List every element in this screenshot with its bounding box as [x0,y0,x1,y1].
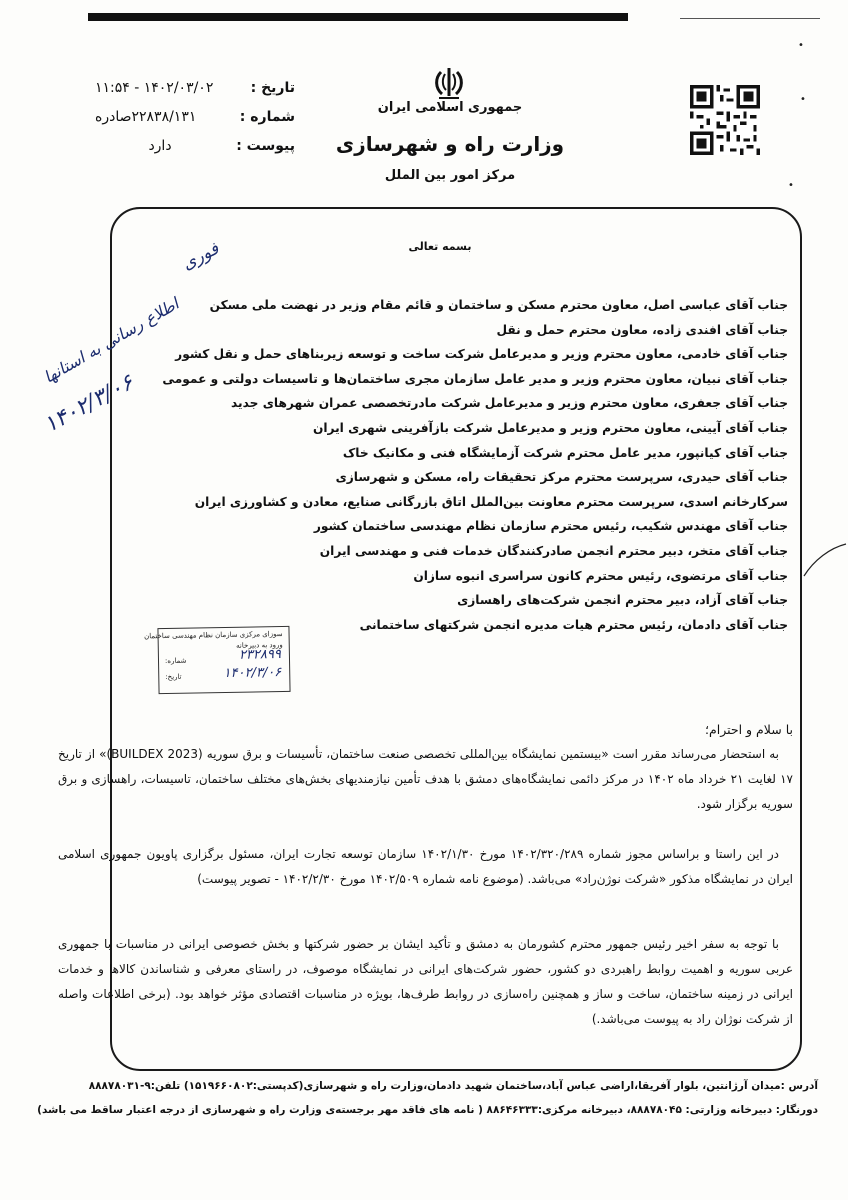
addressee-line: جناب آقای نبیان، معاون محترم وزیر و مدیر عامل سازمان مجری ساختمان‌ها و تاسیسات دولتی و عمومی [162,371,788,386]
date-label: تاریخ : [250,80,295,96]
body-paragraph-3: با توجه به سفر اخیر رئیس جمهور محترم کشورمان به دمشق و تأکید ایشان بر حضور شرکتها و بخش خصوصی ایرانی در مناسبات با جمهوری عربی سوریه و اهمیت روابط راهبردی دو کشور، حضور شرکت‌های ایرانی در نمایشگاه موصوف، در راستای معرفی و شناساندن کالاها و خدمات ایرانی در زمینه ساختمان، ساخت و ساز و همچنین راه‌سازی در روابط طرف‌ها، بویژه در مناسبات اقتصادی مؤثر خواهد بود. (برخی اطلاعات واصله از شرکت نوژان راد به پیوست می‌باشد.) [58,937,793,1026]
body-paragraph-2: در این راستا و براساس مجوز شماره ۱۴۰۲/۳۲۰/۲۸۹ مورخ ۱۴۰۲/۱/۳۰ سازمان توسعه تجارت ایران، مسئول برگزاری پاویون جمهوری اسلامی ایران در نمایشگاه مذکور «شرکت نوژن‌راد» می‌باشد. (موضوع نامه شماره ۱۴۰۲/۵۰۹ مورخ ۱۴۰۲/۲/۳۰ - تصویر پیوست) [58,847,793,886]
attachment-value: دارد [148,138,172,154]
handwriting-line3: ۱۴۰۲/۳/۰۶ [39,370,138,439]
top-scan-line [680,18,820,19]
body-paragraph-1: به استحضار می‌رساند مقرر است «بیستمین نمایشگاه بین‌المللی تخصصی صنعت ساختمان، تأسیسات و برق سوریه (BUILDEX 2023)» از تاریخ ۱۷ لغایت ۲۱ خرداد ماه ۱۴۰۲ در مرکز دائمی نمایشگاه‌های دمشق با هدف تأمین نیازمندیهای بخش‌های مختلف ساختمان، تاسیسات، راهسازی و برق سوریه برگزار شود. [58,747,793,811]
stamp-hand-date: ۱۴۰۲/۳/۰۶ [223,665,282,682]
handwriting-line1: فوری [179,238,223,275]
addressee-line: جناب آقای مهندس شکیب، رئیس محترم سازمان نظام مهندسی ساختمان کشور [313,519,788,534]
addressee-line: جناب آقای آیینی، معاون محترم وزیر و مدیرعامل شرکت بازآفرینی شهری ایران [312,421,788,435]
addressee-line: جناب آقای متخر، دبیر محترم انجمن صادرکنندگان خدمات فنی و مهندسی ایران [319,544,788,558]
addressee-line: جناب آقای افندی زاده، معاون محترم حمل و نقل [496,322,788,337]
date-value: ۱۴۰۲/۰۳/۰۲ - ۱۱:۵۴ [95,80,214,96]
meta-number [95,109,295,125]
addressee-line: جناب آقای آزاد، دبیر محترم انجمن شرکت‌های راهسازی [457,593,788,608]
footer-address: آدرس :میدان آرژانتین، بلوار آفریقا،اراضی عباس آباد،ساختمان شهید دادمان،وزارت راه و شهرسازی(کدپستی:۱۵۱۹۶۶۰۸۰۲) تلفن:۹-۸۸۸۷۸۰۳۱ [88,1080,818,1092]
scan-mark: • [798,40,804,51]
handwritten-note [39,222,300,439]
addressee-line: جناب آقای مرتضوی، رئیس محترم کانون سراسری انبوه سازان [413,568,788,583]
org-country: جمهوری اسلامی ایران [377,100,523,115]
footer-fax: دورنگار: دبیرخانه وزارتی: ۸۸۸۷۸۰۴۵، دبیرخانه مرکزی:۸۸۶۴۶۳۳۳ ( نامه های فاقد مهر برجسته‌ی وزارت راه و شهرسازی از درجه اعتبار ساقط می باشد) [37,1104,818,1116]
secretariat-stamp [144,626,290,694]
addressee-line: جناب آقای جعفری، معاون محترم وزیر و مدیرعامل شرکت مادرتخصصی عمران شهرهای جدید [231,396,788,411]
scan-mark: • [788,180,794,191]
addressee-line: جناب آقای خادمی، معاون محترم وزیر و مدیرعامل شرکت ساخت و توسعه زیربناهای حمل و نقل کشور [175,347,788,362]
qr-code-icon [690,85,760,155]
addressee-line: سرکارخانم اسدی، سرپرست محترم معاونت بین‌الملل اتاق بازرگانی صنایع، معادن و کشاورزی ایران [194,494,788,509]
addressee-line: جناب آقای کیانپور، مدیر عامل محترم شرکت آزمایشگاه فنی و مکانیک خاک [342,445,788,460]
stamp-number-label: شماره: [164,656,187,666]
number-value: ۲۲۸۳۸/۱۳۱صادره [95,109,197,125]
addressee-line: جناب آقای عباسی اصل، معاون محترم مسکن و ساختمان و قائم مقام وزیر در نهضت ملی مسکن [209,298,788,312]
scan-mark: • [800,94,806,105]
addressee-line: جناب آقای دادمان، رئیس محترم هیات مدیره انجمن شرکتهای ساختمانی [359,617,788,632]
iran-emblem-icon [432,66,466,102]
stamp-hand-number: ۲۳۲۸۹۹ [238,647,282,663]
number-label: شماره : [239,109,295,125]
stamp-date-label: تاریخ: [165,672,182,682]
meta-attachment [95,138,295,154]
handwriting-line2: اطلاع رسانی به استانها [40,294,182,387]
addressee-line: جناب آقای حیدری، سرپرست محترم مرکز تحقیقات راه، مسکن و شهرسازی [335,470,788,485]
meta-date [95,80,295,96]
org-department: مرکز امور بین الملل [384,168,516,183]
stamp-entry: ورود به دبیرخانه [236,640,283,650]
org-ministry: وزارت راه و شهرسازی [335,132,565,156]
stamp-org: سوزای مرکزی سازمان نظام مهندسی ساختمان [144,629,283,641]
bismillah: بسمه تعالی [408,240,472,253]
scan-arc-mark [800,540,848,580]
top-scan-bar [88,13,628,21]
attachment-label: پیوست : [236,138,295,154]
salutation: با سلام و احترام؛ [705,722,793,737]
